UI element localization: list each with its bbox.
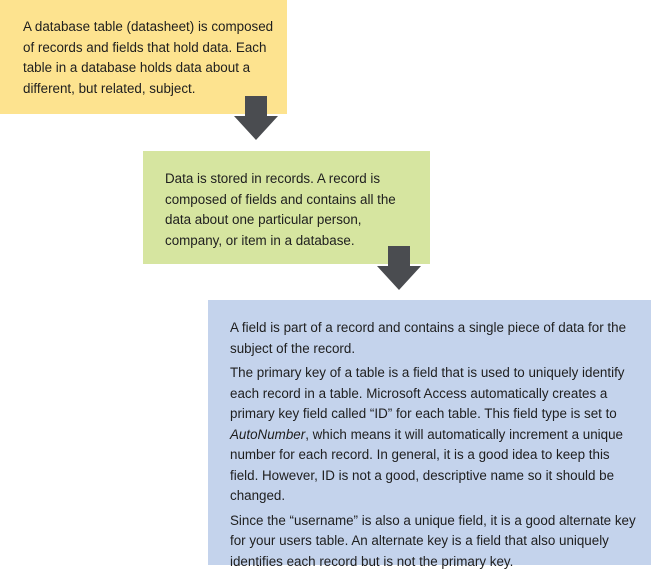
autonumber-term: AutoNumber [230, 427, 305, 442]
primary-key-text-end: , which means it will automatically increment a unique number for each record. In general, it is a good idea to keep this field. However, ID is not a good, descriptive name so it should be changed. [230, 427, 623, 504]
primary-key-paragraph [230, 363, 639, 507]
down-arrow-icon [377, 246, 421, 290]
field-description-box [208, 300, 651, 565]
record-description-text: Data is stored in records. A record is composed of fields and contains all the data about one particular person, company, or item in a database. [165, 169, 420, 251]
primary-key-text-start: The primary key of a table is a field that is used to uniquely identify each record in a table. Microsoft Access automatically creates a primary key field called “ID” for each table. This field type is set to [230, 365, 625, 421]
alternate-key-paragraph: Since the “username” is also a unique field, it is a good alternate key for your users table. An alternate key is a field that also uniquely identifies each record but is not the primary key. [230, 511, 639, 572]
field-definition-paragraph: A field is part of a record and contains a single piece of data for the subject of the record. [230, 318, 639, 359]
down-arrow-icon [234, 96, 278, 140]
table-description-text: A database table (datasheet) is composed of records and fields that hold data. Each table in a database holds data about a different, but related, subject. [23, 17, 277, 99]
